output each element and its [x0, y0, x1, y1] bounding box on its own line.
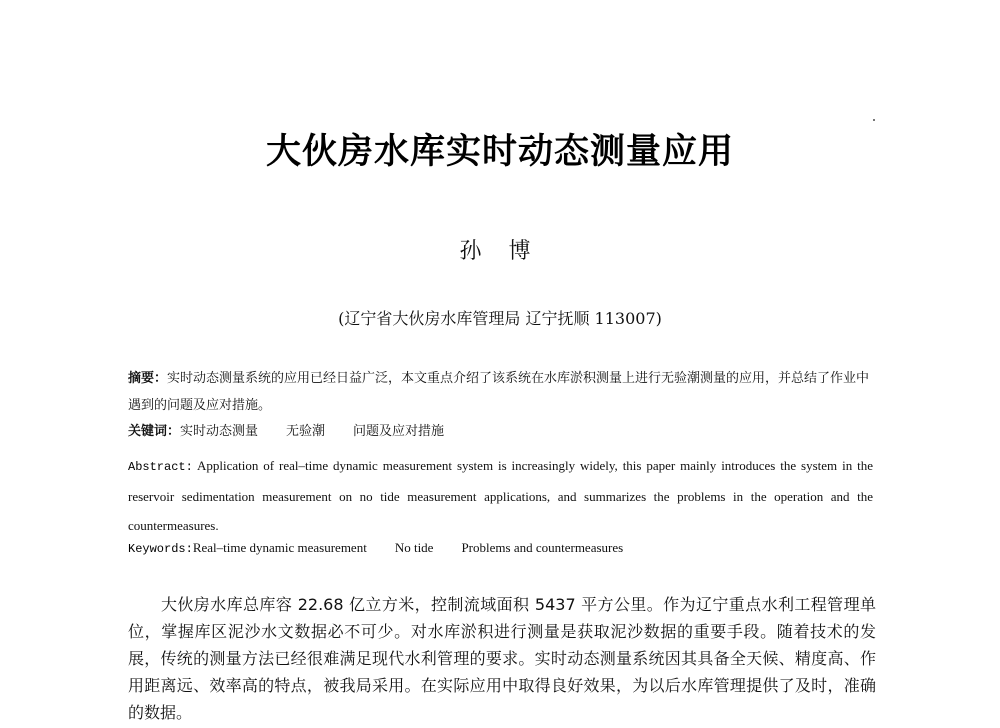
- author-name: 孙 博: [459, 239, 541, 264]
- body-paragraph: 大伙房水库总库容 22.68 亿立方米，控制流域面积 5437 平方公里。作为辽宁重点水利工程管理单位，掌握库区泥沙水文数据必不可少。对水库淤积进行测量是获取泥沙数据的重要手段。随着技术的发展，传统的测量方法已经很难满足现代水利管理的要求。实时动态测量系统因其具备全天候、精度高、作用距离远、效率高的特点，被我局采用。在实际应用中取得良好效果，为以后水库管理提供了及时，准确的数据。: [128, 595, 876, 722]
- keyword-en-item: No tide: [394, 540, 434, 555]
- abstract-en-label: Abstract:: [128, 460, 193, 474]
- scan-speck: [873, 119, 875, 121]
- abstract-cn-text: 实时动态测量系统的应用已经日益广泛，本文重点介绍了该系统在水库淤积测量上进行无验潮测量的应用，并总结了作业中遇到的问题及应对措施。: [128, 371, 870, 413]
- abstract-en: [128, 451, 873, 540]
- keyword-cn-item: 实时动态测量: [180, 424, 259, 439]
- keywords-en-label: Keywords:: [128, 542, 193, 556]
- paper-title: 大伙房水库实时动态测量应用: [265, 132, 734, 172]
- keyword-en-item: Problems and countermeasures: [461, 540, 624, 555]
- keyword-en-item: Real–time dynamic measurement: [192, 540, 367, 555]
- abstract-cn: [128, 365, 873, 419]
- keyword-cn-item: 无验潮: [286, 424, 326, 439]
- keywords-en: [128, 536, 873, 561]
- keyword-cn-item: 问题及应对措施: [353, 424, 445, 439]
- abstract-cn-label: 摘要：: [128, 371, 168, 386]
- abstract-en-text: Application of real–time dynamic measurement system is increasingly widely, this paper mainly introduces the system in the reservoir sedimentation measurement on no tide measurement applications, and summarizes the problems in the operation and the countermeasures.: [128, 458, 873, 533]
- keywords-cn-label: 关键词：: [128, 424, 181, 439]
- keywords-cn: [128, 420, 873, 444]
- author-affiliation: (辽宁省大伙房水库管理局 辽宁抚顺 113007): [338, 309, 662, 328]
